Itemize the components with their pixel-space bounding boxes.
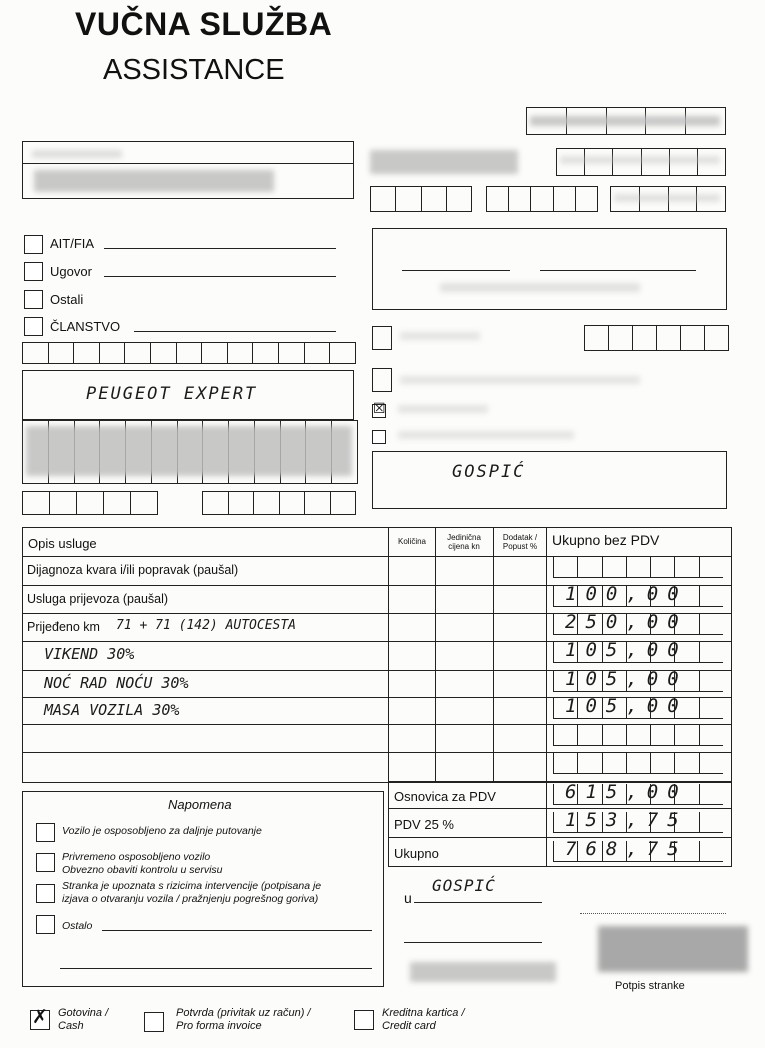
note-text-3: Stranka je upoznata s rizicima intervencije (potpisana je izjava o otvaranju vozila / pražnjenju pogrešnog goriva) [62, 880, 322, 905]
total-label: Ukupno [394, 846, 439, 861]
bottom-left-boxes-2[interactable] [202, 491, 356, 515]
credit-card-label: Kreditna kartica / Credit card [382, 1007, 465, 1032]
place-prefix: u [404, 890, 412, 906]
vat-label: PDV 25 % [394, 817, 454, 832]
amount-comb[interactable] [553, 557, 723, 578]
table-row: MASA VOZILA 30% [22, 697, 731, 726]
right-unchecked-box[interactable] [372, 430, 386, 444]
vat-value: 153,75 [565, 809, 688, 831]
form-subtitle: ASSISTANCE [103, 54, 285, 86]
col-description-header: Opis usluge [28, 536, 97, 551]
right-code-boxes[interactable] [584, 325, 729, 351]
ostali-checkbox[interactable] [24, 290, 43, 309]
proforma-checkbox[interactable] [144, 1012, 164, 1032]
ait-fia-label: AIT/FIA [50, 236, 95, 251]
ait-fia-checkbox[interactable] [24, 235, 43, 254]
amount-value: 105,00 [565, 668, 688, 690]
ugovor-label: Ugovor [50, 264, 92, 279]
amount-value: 105,00 [565, 639, 688, 661]
right-square-1[interactable] [372, 326, 392, 350]
amount-value: 105,00 [565, 695, 688, 717]
amount-value: 100,00 [565, 583, 688, 605]
right-square-2[interactable] [372, 368, 392, 392]
note-checkbox-1[interactable] [36, 823, 55, 842]
amount-comb[interactable] [553, 753, 723, 774]
note-text-4: Ostalo [62, 920, 93, 932]
redacted-address [34, 170, 274, 192]
notes-title: Napomena [168, 797, 232, 812]
form-title: VUČNA SLUŽBA [75, 6, 333, 42]
total-value: 768,75 [565, 838, 688, 860]
credit-card-checkbox[interactable] [354, 1010, 374, 1030]
ostali-label: Ostali [50, 292, 84, 307]
km-handwritten: 71 + 71 (142) AUTOCESTA [116, 618, 297, 633]
cash-check-mark-icon: ✗ [32, 1007, 48, 1028]
redacted-plate [26, 426, 352, 476]
col-quantity-header: Količina [397, 537, 426, 546]
note-checkbox-2[interactable] [36, 853, 55, 872]
col-surcharge-header: Dodatak / Popust % [502, 533, 538, 551]
redacted-number [370, 150, 518, 174]
ugovor-checkbox[interactable] [24, 262, 43, 281]
col-unit-price-header: Jedinična cijena kn [447, 533, 481, 551]
check-mark-icon: ☒ [373, 400, 386, 416]
note-checkbox-4[interactable] [36, 915, 55, 934]
amount-comb[interactable] [553, 725, 723, 746]
redacted-code [530, 116, 720, 126]
redacted-stamp [410, 962, 556, 982]
note-text-1: Vozilo je osposobljeno za daljnje putovanje [62, 825, 262, 837]
signature-date-box[interactable] [372, 228, 727, 310]
vehicle-model-value: PEUGEOT EXPERT [86, 384, 258, 404]
date-boxes-2[interactable] [486, 186, 598, 212]
membership-number-boxes[interactable] [22, 342, 356, 364]
bottom-left-boxes-1[interactable] [22, 491, 158, 515]
location-value: GOSPIĆ [452, 462, 526, 482]
base-label: Osnovica za PDV [394, 789, 496, 804]
note-text-2: Privremeno osposobljeno vozilo Obvezno obaviti kontrolu u servisu [62, 851, 223, 876]
col-total-header: Ukupno bez PDV [552, 532, 660, 548]
table-row: Prijeđeno km [22, 613, 731, 642]
amount-value: 250,00 [565, 611, 688, 633]
note-checkbox-3[interactable] [36, 884, 55, 903]
proforma-label: Potvrda (privitak uz račun) / Pro forma invoice [176, 1007, 311, 1032]
signature-label: Potpis stranke [615, 980, 685, 992]
cash-label: Gotovina / Cash [58, 1007, 109, 1032]
signature-image [598, 926, 748, 972]
base-value: 615,00 [565, 781, 688, 803]
place-value: GOSPIĆ [432, 876, 496, 895]
date-boxes-1[interactable] [370, 186, 472, 212]
location-box[interactable] [372, 451, 727, 509]
table-row: Usluga prijevoza (paušal) [22, 585, 731, 614]
clanstvo-checkbox[interactable] [24, 317, 43, 336]
table-row: NOĆ RAD NOĆU 30% [22, 670, 731, 699]
table-row: Dijagnoza kvara i/ili popravak (paušal) [22, 556, 731, 585]
clanstvo-label: ČLANSTVO [50, 319, 121, 334]
table-row: VIKEND 30% [22, 641, 731, 670]
